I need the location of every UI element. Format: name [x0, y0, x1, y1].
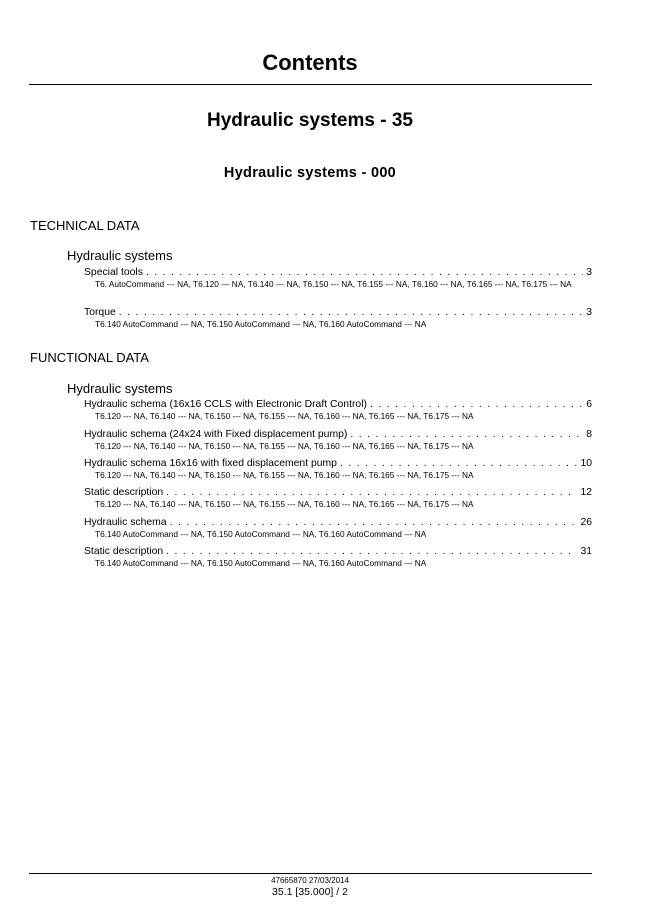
entry-label[interactable]: Static description: [84, 487, 164, 498]
toc-entry[interactable]: [84, 307, 592, 330]
dot-leader: [370, 399, 583, 411]
document-code: 47665870 27/03/2014: [271, 876, 349, 885]
entry-label[interactable]: Hydraulic schema: [84, 517, 167, 528]
entry-page-number[interactable]: 31: [580, 546, 592, 557]
toc-entry[interactable]: [84, 458, 592, 481]
entry-models: T6.140 AutoCommand --- NA, T6.150 AutoCommand --- NA, T6.160 AutoCommand --- NA: [95, 558, 427, 568]
entry-models: T6.140 AutoCommand --- NA, T6.150 AutoCommand --- NA, T6.160 AutoCommand --- NA: [95, 529, 427, 539]
page-title: Contents: [262, 50, 358, 75]
toc-entry[interactable]: [84, 546, 592, 569]
entry-models: T6.120 --- NA, T6.140 --- NA, T6.150 --- NA, T6.155 --- NA, T6.160 --- NA, T6.165 --- NA, T6.175 --- NA: [95, 441, 474, 451]
entry-page-number[interactable]: 3: [586, 307, 592, 318]
entry-page-number[interactable]: 10: [580, 458, 592, 469]
entry-models: T6.120 --- NA, T6.140 --- NA, T6.150 --- NA, T6.155 --- NA, T6.160 --- NA, T6.165 --- NA, T6.175 --- NA: [95, 470, 474, 480]
toc-entry[interactable]: [84, 267, 592, 290]
entry-label[interactable]: Hydraulic schema (24x24 with Fixed displacement pump): [84, 429, 348, 440]
dot-leader: [166, 487, 577, 499]
entry-label[interactable]: Special tools: [84, 267, 143, 278]
section-title: Hydraulic systems - 35: [207, 110, 413, 131]
dot-leader: [170, 517, 578, 529]
toc-entry[interactable]: [84, 517, 592, 540]
toc-entry[interactable]: [84, 487, 592, 510]
category-functional-data: FUNCTIONAL DATA: [30, 350, 149, 365]
dot-leader: [146, 267, 583, 279]
entry-page-number[interactable]: 6: [586, 399, 592, 410]
entry-models: T6.120 --- NA, T6.140 --- NA, T6.150 --- NA, T6.155 --- NA, T6.160 --- NA, T6.165 --- NA, T6.175 --- NA: [95, 499, 474, 509]
entry-models: T6.140 AutoCommand --- NA, T6.150 AutoCommand --- NA, T6.160 AutoCommand --- NA: [95, 319, 427, 329]
entry-models: T6.120 --- NA, T6.140 --- NA, T6.150 --- NA, T6.155 --- NA, T6.160 --- NA, T6.165 --- NA, T6.175 --- NA: [95, 411, 474, 421]
toc-entry[interactable]: [84, 429, 592, 452]
entry-page-number[interactable]: 8: [586, 429, 592, 440]
bottom-divider: [29, 873, 592, 874]
entry-label[interactable]: Static description: [84, 546, 164, 557]
group-hydraulic-systems: Hydraulic systems: [67, 381, 173, 396]
page-number: 35.1 [35.000] / 2: [272, 886, 348, 898]
dot-leader: [340, 458, 577, 470]
entry-page-number[interactable]: 3: [586, 267, 592, 278]
entry-label[interactable]: Hydraulic schema 16x16 with fixed displacement pump: [84, 458, 337, 469]
entry-page-number[interactable]: 12: [580, 487, 592, 498]
dot-leader: [350, 429, 583, 441]
top-divider: [29, 84, 592, 85]
group-hydraulic-systems: Hydraulic systems: [67, 248, 173, 263]
category-technical-data: TECHNICAL DATA: [30, 218, 140, 233]
dot-leader: [119, 307, 583, 319]
entry-page-number[interactable]: 26: [580, 517, 592, 528]
entry-models: T6. AutoCommand --- NA, T6.120 --- NA, T6.140 --- NA, T6.150 --- NA, T6.155 --- NA, T6.160 --- NA, T6.165 --- NA, T6.175 --- NA: [95, 279, 572, 289]
dot-leader: [166, 546, 577, 558]
entry-label[interactable]: Torque: [84, 307, 116, 318]
subsection-title: Hydraulic systems - 000: [223, 165, 397, 181]
entry-label[interactable]: Hydraulic schema (16x16 CCLS with Electronic Draft Control): [84, 399, 367, 410]
toc-entry[interactable]: [84, 399, 592, 422]
